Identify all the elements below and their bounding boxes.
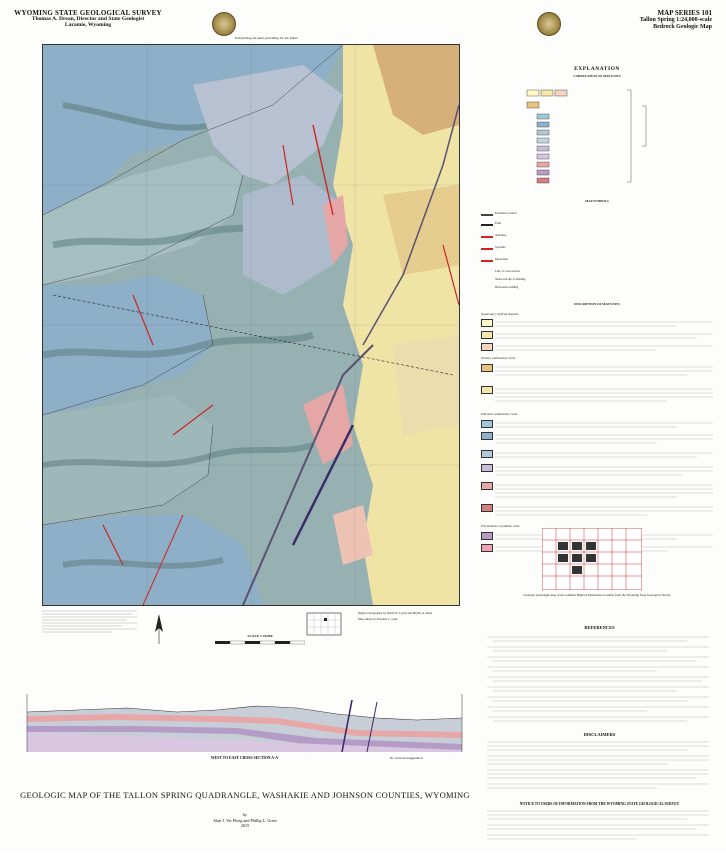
explanation-panel	[477, 44, 717, 604]
unit-group-precambrian: Precambrian crystalline rocks	[481, 524, 520, 528]
notice-text	[487, 808, 712, 848]
header-right	[592, 10, 712, 30]
wsgs-seal	[212, 12, 236, 36]
unit-group-quaternary: Quaternary surficial deposits	[481, 312, 519, 316]
disclaimers-text	[487, 739, 712, 795]
explanation-heading: EXPLANATION	[574, 66, 620, 72]
correlation-heading: CORRELATION OF MAP UNITS	[573, 74, 621, 78]
references-text	[487, 633, 712, 723]
references-heading: REFERENCES	[584, 625, 615, 630]
publication-year: 2015	[240, 823, 250, 829]
symbol-anticline: Anticline	[495, 233, 507, 237]
unit-group-tertiary: Tertiary sedimentary rocks	[481, 356, 516, 360]
contact-symbol	[481, 214, 493, 216]
wyoming-locator	[306, 612, 342, 636]
notice-heading: NOTICE TO USERS OF INFORMATION FROM THE WYOMING STATE GEOLOGICAL SURVEY	[519, 802, 680, 806]
symbol-cross-section: Line of cross section	[495, 269, 520, 273]
cross-section	[17, 690, 472, 752]
map-title: GEOLOGIC MAP OF THE TALLON SPRING QUADRANGLE, WASHAKIE AND JOHNSON COUNTIES, WYOMING	[20, 790, 470, 800]
scale-label: SCALE 1:24,000	[247, 634, 273, 638]
references-panel	[487, 625, 712, 853]
north-arrow	[150, 612, 168, 646]
symbol-contact: Formation contact	[495, 211, 517, 215]
director-line: Thomas A. Drean, Director and State Geologist	[31, 16, 145, 23]
series-label: MAP SERIES 101	[657, 9, 712, 17]
map-kind: Bedrock Geologic Map	[653, 23, 712, 30]
symbol-horizontal: Horizontal bedding	[495, 285, 519, 289]
cross-section-label: WEST TO EAST CROSS SECTION A-A'	[210, 756, 280, 760]
projection-notes	[42, 608, 142, 640]
description-heading: DESCRIPTION OF MAP UNITS	[574, 302, 620, 306]
map-symbols-heading: MAP SYMBOLS	[585, 199, 609, 203]
symbol-fault: Fault	[495, 221, 502, 225]
monocline-symbol	[481, 260, 493, 262]
correlation-chart	[477, 86, 717, 186]
projection-notes-text	[42, 608, 142, 638]
survey-name: WYOMING STATE GEOLOGICAL SURVEY	[14, 9, 162, 17]
scale-title: Tallon Spring 1:24,000-scale	[639, 17, 712, 24]
index-map[interactable]	[542, 528, 642, 590]
symbol-syncline: Syncline	[495, 245, 506, 249]
vertical-exaggeration: No vertical exaggeration	[390, 756, 423, 760]
location-line: Laramie, Wyoming	[64, 22, 112, 29]
anticline-symbol	[481, 236, 493, 238]
authors-by: by	[242, 812, 248, 817]
index-caption: Geologic quadrangle map of the southern Bighorn Mountains available from the Wyoming State Geological Survey	[523, 593, 671, 597]
digital-cartography: Digital cartography by Robin W. Lyons and Phyllis A. Ranz	[358, 611, 433, 615]
cross-section-graphic	[17, 690, 472, 752]
wsgs-seal-right	[537, 12, 561, 36]
unit-group-paleozoic: Paleozoic sedimentary rocks	[481, 412, 518, 416]
header-left	[8, 10, 168, 29]
authors-block	[20, 812, 470, 829]
map-edited: Map edited by Suzanne C. Luhr	[358, 616, 398, 621]
symbol-monocline: Monocline	[495, 257, 508, 261]
fault-symbol	[481, 224, 493, 226]
motto: Interpreting the past, providing for the future	[235, 36, 299, 40]
syncline-symbol	[481, 248, 493, 250]
cartography-credits	[358, 612, 468, 622]
geologic-map[interactable]	[42, 44, 460, 606]
scale-bar	[215, 640, 305, 648]
authors-names: Alan J. Ver Ploeg and Phillip L. Greer	[213, 817, 277, 823]
geologic-map-graphic	[43, 45, 459, 605]
disclaimers-heading: DISCLAIMERS	[583, 732, 616, 737]
symbol-strike-dip: Strike and dip of bedding	[495, 277, 526, 281]
